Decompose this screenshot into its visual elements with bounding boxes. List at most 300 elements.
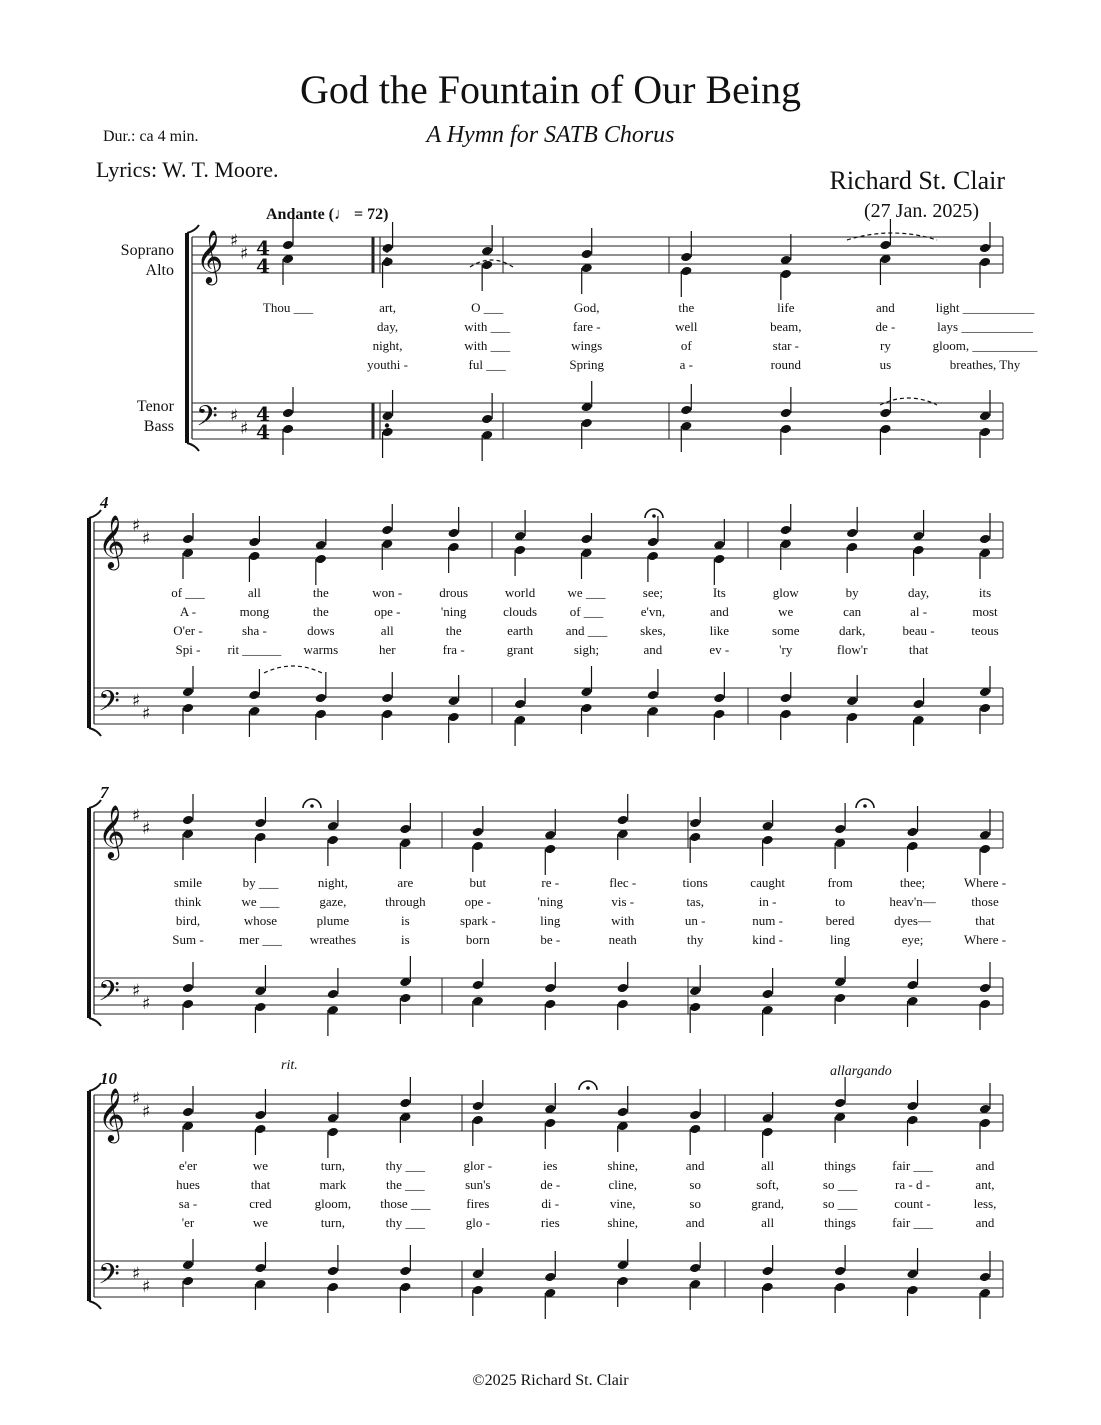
tempo-prefix: Andante ( [266,206,335,223]
lyric-syllable: bird, [175,913,201,928]
notehead [761,989,773,1000]
lyric-syllable: vis - [611,894,635,909]
bracket-hook-bottom [89,1301,101,1309]
notehead [282,408,294,419]
notehead [906,827,918,838]
lyric-syllable: ful ___ [468,357,506,372]
lyric-syllable: re - [541,875,560,890]
notehead [979,534,991,545]
lyric-syllable: e'er [178,1158,198,1173]
lyric-syllable: whose [243,913,278,928]
notehead [399,993,411,1004]
notehead [979,1272,991,1283]
dashed-slur [880,398,937,405]
lyric-syllable: beam, [770,319,802,334]
lyric-syllable: eye; [901,932,924,947]
lyric-syllable: spark - [459,913,496,928]
key-sharp-c-icon: ♯ [142,1277,151,1297]
bass-clef-icon: 𝄢 [196,400,218,440]
lyric-syllable: thee; [899,875,926,890]
lyric-syllable: the [312,604,329,619]
lyric-syllable: think [174,894,202,909]
part-label-bass: Bass [143,418,174,435]
notehead [979,427,991,438]
lyric-syllable: well [675,319,698,334]
notehead [647,537,659,548]
notehead [399,1266,411,1277]
lyric-syllable: flow'r [836,642,868,657]
lyric-syllable: Thou ___ [262,300,314,315]
lyric-syllable: from [827,875,853,890]
notehead [979,844,991,855]
notehead [282,240,294,251]
notehead [472,1101,484,1112]
lyric-syllable: the [445,623,462,638]
lyric-syllable: so [689,1196,701,1211]
lyric-syllable: with ___ [464,319,511,334]
lyric-syllable: rit ______ [227,642,282,657]
lyric-syllable: earth [507,623,534,638]
lyric-syllable: e'vn, [640,604,666,619]
notehead [182,1107,194,1118]
notehead [906,1115,918,1126]
lyric-syllable: all [761,1158,775,1173]
lyric-syllable: teous [971,623,999,638]
lyric-syllable: fare - [572,319,601,334]
notehead [381,243,393,254]
notehead [182,999,194,1010]
notehead [544,999,556,1010]
lyric-syllable: glo - [465,1215,490,1230]
measure-number-10: 10 [100,1069,117,1088]
lyric-syllable: flec - [609,875,637,890]
time-sig-top: 4 [256,402,270,426]
lyric-syllable: grant [506,642,534,657]
lyric-syllable: de - [875,319,896,334]
bracket-hook-bottom [89,1018,101,1026]
notehead [327,835,339,846]
notehead [254,1124,266,1135]
notehead [472,1285,484,1296]
key-sharp-c-icon: ♯ [142,819,151,839]
notehead [282,424,294,435]
time-sig-top: 4 [256,236,270,260]
lyric-syllable: shine, [607,1215,639,1230]
lyric-syllable: dows [307,623,335,638]
lyric-syllable: and [685,1215,705,1230]
notehead [906,980,918,991]
time-sig-bottom: 4 [256,254,270,278]
notehead [713,554,725,565]
notehead [617,983,629,994]
lyric-syllable: tions [682,875,708,890]
notehead [182,1276,194,1287]
lyric-syllable: kind - [752,932,783,947]
composer-credit: Richard St. Clair [829,166,1005,195]
lyric-syllable: ra - d - [895,1177,931,1192]
key-sharp-c-icon: ♯ [142,1102,151,1122]
lyric-syllable: breathes, Thy [949,357,1021,372]
notehead [315,554,327,565]
lyric-syllable: plume [316,913,350,928]
notehead [248,537,260,548]
lyric-syllable: sa - [178,1196,198,1211]
notehead [447,542,459,553]
notehead [514,699,526,710]
notehead [254,818,266,829]
lyric-syllable: of ___ [569,604,604,619]
lyric-syllable: thy ___ [385,1215,426,1230]
lyric-syllable: caught [750,875,785,890]
lyric-syllable: all [761,1215,775,1230]
notehead [327,1282,339,1293]
key-sharp-f-icon: ♯ [230,406,239,426]
notehead [248,690,260,701]
tempo-value: = 72) [350,206,389,223]
notehead [912,545,924,556]
notehead [581,249,593,260]
lyric-syllable: the ___ [386,1177,425,1192]
lyric-syllable: skes, [640,623,666,638]
allargando-marking: allargando [830,1064,892,1079]
lyric-syllable: warms [303,642,339,657]
lyric-syllable: we ___ [567,585,606,600]
lyric-syllable: so ___ [822,1177,858,1192]
lyric-syllable: 'ry [779,642,793,657]
lyric-syllable: fra - [442,642,465,657]
lyric-syllable: smile [173,875,203,890]
lyric-syllable: hues [176,1177,200,1192]
lyric-syllable: won - [372,585,403,600]
lyric-syllable: in - [758,894,777,909]
lyric-syllable: glor - [463,1158,493,1173]
bracket-hook-bottom [89,728,101,736]
lyric-syllable: cred [249,1196,272,1211]
notehead [680,266,692,277]
bass-clef-icon: 𝄢 [98,685,120,725]
lyric-syllable: turn, [320,1158,346,1173]
notehead [327,1127,339,1138]
lyric-syllable: by ___ [242,875,279,890]
notehead [761,835,773,846]
notehead [689,832,701,843]
lyric-syllable: and [975,1158,995,1173]
lyric-syllable: of [680,338,692,353]
bracket-hook-bottom [187,443,199,451]
notehead [381,257,393,268]
notehead [906,841,918,852]
lyric-syllable: and [709,604,729,619]
lyric-syllable: a - [679,357,693,372]
measure-number-7: 7 [100,783,109,802]
lyric-syllable: born [465,932,490,947]
notehead [381,693,393,704]
lyric-syllable: world [504,585,536,600]
notehead [906,1101,918,1112]
lyric-syllable: A - [179,604,197,619]
part-label-alto: Alto [145,262,174,279]
notehead [761,1127,773,1138]
part-label-tenor: Tenor [136,398,174,415]
key-sharp-f-icon: ♯ [132,981,141,1001]
lyric-syllable: we [778,604,794,619]
notehead [780,709,792,720]
lyric-syllable: ries [540,1215,560,1230]
lyric-syllable: 'ning [440,604,467,619]
lyric-syllable: that [250,1177,271,1192]
notehead [544,983,556,994]
notehead [381,525,393,536]
key-sharp-c-icon: ♯ [142,529,151,549]
lyric-syllable: that [908,642,929,657]
lyric-syllable: to [835,894,846,909]
notehead [834,1282,846,1293]
lyric-syllable: things [824,1158,856,1173]
notehead [381,427,393,438]
key-sharp-f-icon: ♯ [132,1089,141,1109]
lyric-syllable: and [975,1215,995,1230]
notehead [182,534,194,545]
measure-number-4: 4 [100,493,109,512]
lyric-syllable: fair ___ [892,1158,933,1173]
notehead [254,832,266,843]
lyric-syllable: and [643,642,663,657]
lyric-syllable: her [378,642,396,657]
notehead [979,703,991,714]
notehead [248,551,260,562]
notehead [254,1002,266,1013]
lyric-syllable: turn, [320,1215,346,1230]
key-sharp-f-icon: ♯ [132,806,141,826]
lyric-syllable: Its [712,585,726,600]
lyric-syllable: fair ___ [892,1215,933,1230]
notehead [647,551,659,562]
notehead [979,257,991,268]
notehead [689,818,701,829]
lyric-syllable: un - [684,913,706,928]
lyric-syllable: 'ning [537,894,563,909]
notehead [912,699,924,710]
copyright-notice: ©2025 Richard St. Clair [472,1372,629,1389]
notehead [979,983,991,994]
notehead [182,703,194,714]
lyric-syllable: of ___ [171,585,205,600]
lyric-syllable: ling [540,913,561,928]
notehead [580,703,592,714]
lyric-syllable: Spring [569,357,605,372]
notehead [544,1118,556,1129]
notehead [713,709,725,720]
lyric-syllable: ant, [975,1177,995,1192]
lyric-syllable: so [689,1177,701,1192]
lyric-syllable: youthi - [367,357,408,372]
lyric-syllable: and [876,300,895,315]
notehead [761,1266,773,1277]
notehead [327,1266,339,1277]
key-sharp-f-icon: ♯ [132,516,141,536]
lyric-syllable: with [611,913,635,928]
lyric-syllable: wreathes [309,932,357,947]
notehead [447,712,459,723]
lyric-syllable: light ___________ [935,300,1035,315]
lyric-syllable: cline, [608,1177,637,1192]
notehead [472,841,484,852]
lyric-syllable: the [678,300,695,315]
lyric-syllable: its [978,585,992,600]
notehead [544,1272,556,1283]
notehead [689,1110,701,1121]
lyric-syllable: see; [642,585,664,600]
notehead [580,534,592,545]
piece-subtitle: A Hymn for SATB Chorus [426,122,675,148]
lyric-syllable: gaze, [319,894,347,909]
notehead [879,408,891,419]
lyric-syllable: lays ___________ [937,319,1033,334]
part-label-soprano: Soprano [120,242,174,259]
lyric-syllable: through [385,894,426,909]
lyric-syllable: Where - [963,875,1007,890]
lyric-syllable: less, [973,1196,997,1211]
lyric-syllable: drous [439,585,469,600]
treble-clef-icon: 𝄞 [196,229,224,283]
notehead [381,709,393,720]
notehead [447,528,459,539]
lyric-syllable: bered [825,913,855,928]
lyric-syllable: day, [376,319,399,334]
lyric-syllable: heav'n— [889,894,936,909]
lyric-syllable: 'er [181,1215,195,1230]
lyric-syllable: shine, [607,1158,639,1173]
treble-clef-icon: 𝄞 [98,804,126,858]
key-sharp-c-icon: ♯ [240,419,249,439]
notehead [834,1098,846,1109]
key-sharp-f-icon: ♯ [230,231,239,251]
lyric-syllable: is [401,913,410,928]
lyric-syllable: round [770,357,802,372]
quarter-note-icon: ♩ [334,206,351,223]
lyric-syllable: gloom, __________ [932,338,1038,353]
fermata-dot [863,804,867,808]
lyric-syllable: fires [466,1196,490,1211]
key-sharp-c-icon: ♯ [142,704,151,724]
lyric-syllable: be - [540,932,561,947]
lyric-syllable: night, [372,338,403,353]
notehead [780,408,792,419]
repeat-dot [385,423,389,427]
notehead [315,709,327,720]
lyric-syllable: and ___ [565,623,608,638]
lyric-syllable: al - [910,604,928,619]
piece-title: God the Fountain of Our Being [299,67,802,112]
lyric-syllable: neath [608,932,637,947]
notehead [979,243,991,254]
fermata-dot [310,804,314,808]
key-sharp-f-icon: ♯ [132,691,141,711]
lyric-syllable: tas, [686,894,705,909]
lyric-syllable: Sum - [172,932,204,947]
lyric-syllable: are [397,875,414,890]
notehead [713,693,725,704]
lyric-syllable: sun's [465,1177,491,1192]
lyric-syllable: we [252,1215,269,1230]
lyric-syllable: beau - [902,623,935,638]
lyric-syllable: O ___ [471,300,504,315]
notehead [315,693,327,704]
key-sharp-c-icon: ♯ [240,244,249,264]
notehead [979,1118,991,1129]
lyric-syllable: like [709,623,730,638]
notehead [834,1266,846,1277]
lyric-syllable: clouds [503,604,538,619]
lyric-syllable: by [845,585,859,600]
notehead [834,993,846,1004]
notehead [647,690,659,701]
fermata-dot [586,1086,590,1090]
notehead [846,712,858,723]
notehead [472,980,484,991]
ritardando-marking: rit. [281,1058,298,1073]
lyric-syllable: mer ___ [238,932,282,947]
notehead [761,1282,773,1293]
lyric-syllable: mong [239,604,270,619]
lyric-syllable: mark [319,1177,347,1192]
notehead [544,844,556,855]
lyric-syllable: O'er - [173,623,203,638]
lyric-syllable: those [971,894,999,909]
lyric-syllable: we [252,1158,269,1173]
lyric-syllable: glow [772,585,799,600]
notehead [327,989,339,1000]
notehead [399,824,411,835]
notehead [399,1282,411,1293]
lyric-syllable: star - [772,338,800,353]
notehead [617,815,629,826]
lyric-syllable: ry [880,338,891,353]
notehead [846,542,858,553]
lyric-syllable: ope - [374,604,401,619]
lyric-syllable: Spi - [175,642,201,657]
notehead [689,1263,701,1274]
lyric-syllable: that [975,913,995,928]
notehead [581,418,593,429]
notehead [689,1002,701,1013]
notehead [780,424,792,435]
lyric-syllable: di - [541,1196,560,1211]
lyric-syllable: day, [907,585,930,600]
lyric-syllable: life [777,300,795,315]
lyric-syllable: night, [317,875,348,890]
lyric-syllable: those ___ [380,1196,431,1211]
notehead [182,815,194,826]
lyric-syllable: ope - [464,894,491,909]
notehead [617,999,629,1010]
notehead [906,1285,918,1296]
time-sig-bottom: 4 [256,420,270,444]
lyric-syllable: sigh; [573,642,600,657]
lyric-syllable: all [247,585,261,600]
notehead [689,1124,701,1135]
lyric-syllable: most [972,604,998,619]
notehead [879,240,891,251]
lyric-syllable: can [843,604,862,619]
lyric-syllable: dark, [838,623,866,638]
lyric-syllable: all [380,623,394,638]
lyric-syllable: is [401,932,410,947]
lyricist-credit: Lyrics: W. T. Moore. [96,157,279,182]
lyric-syllable: gloom, [314,1196,352,1211]
notehead [617,1276,629,1287]
key-sharp-f-icon: ♯ [132,1264,141,1284]
